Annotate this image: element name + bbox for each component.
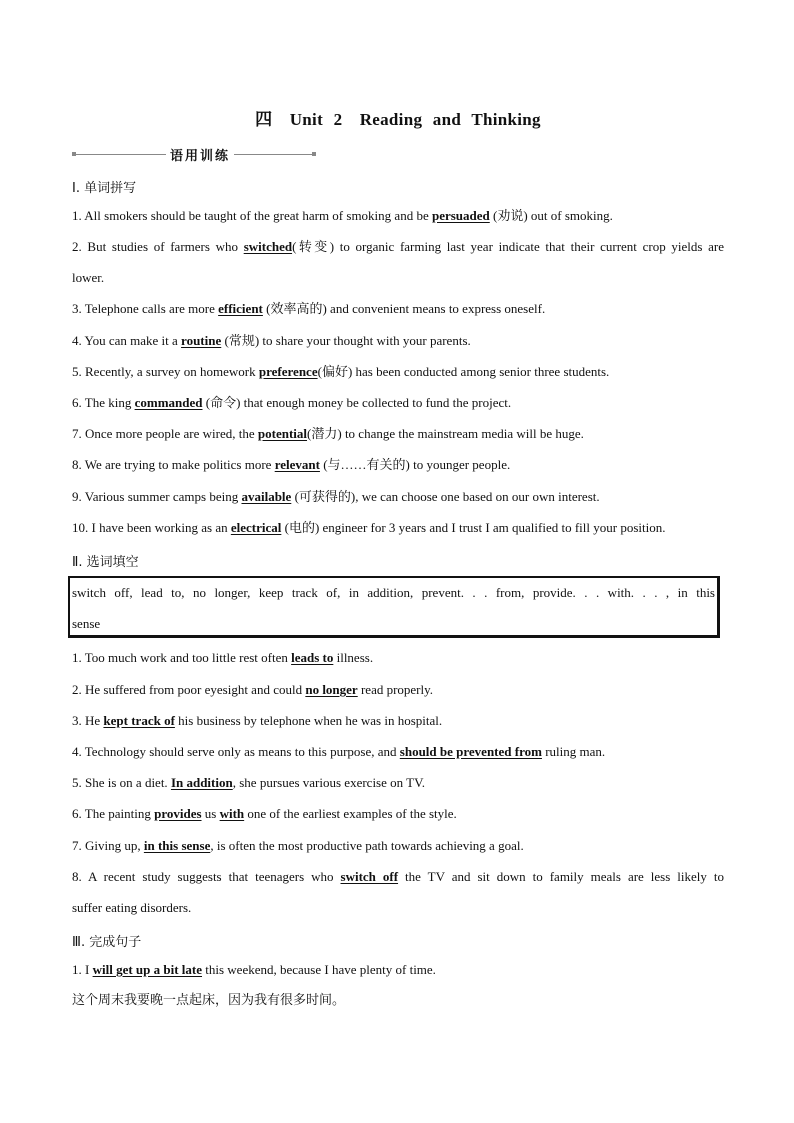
sentence-text: 3. He (72, 713, 104, 728)
sentence-text: ruling man. (541, 744, 606, 759)
answer-text: electrical (230, 520, 282, 535)
sentence-text: 8. A recent study suggests that teenagers who (72, 869, 341, 884)
sentence-text: 1. All smokers should be taught of the great harm of smoking and be (72, 208, 432, 223)
answer-text: kept track of (103, 713, 175, 728)
sentence-text: (电的) engineer for 3 years and I trust I am qualified to fill your position. (281, 520, 666, 535)
sentence-text: 7. Giving up, (72, 838, 144, 853)
sentence-text: 4. Technology should serve only as means to this purpose, and (72, 744, 400, 759)
banner-line-left (76, 154, 166, 155)
spelling-item (72, 238, 724, 256)
word-bank-line: sense (72, 616, 101, 631)
section-heading-sentences: Ⅲ. 完成句子 (72, 935, 142, 950)
spelling-item (72, 332, 724, 350)
sentence-text: (转变) to organic farming last year indicate that their current crop yields are (292, 239, 725, 254)
answer-text: routine (181, 333, 222, 348)
sentence-text: (可获得的), we can choose one based on our own interest. (291, 489, 600, 504)
answer-text: in this sense (143, 838, 211, 853)
banner-label: 语用训练 (170, 148, 231, 164)
section-heading-fill-in: Ⅱ. 选词填空 (72, 555, 139, 570)
sentence-text: 2. But studies of farmers who (72, 239, 244, 254)
answer-text: leads to (291, 650, 334, 665)
spelling-item (72, 363, 724, 381)
sentence-text: , is often the most productive path towards achieving a goal. (210, 838, 524, 853)
fill-in-item (72, 899, 724, 917)
spelling-item (72, 425, 724, 443)
sentence-text: 9. Various summer camps being (72, 489, 242, 504)
sentence-text: 6. The king (72, 395, 135, 410)
spelling-item (72, 300, 724, 318)
sentence-text: (潜力) to change the mainstream media will be huge. (307, 426, 584, 441)
word-bank-line: switch off, lead to, no longer, keep track of, in addition, prevent. . . from, provide. . . with. . . , in this (72, 585, 715, 600)
answer-text: efficient (218, 301, 263, 316)
section-banner (72, 144, 334, 164)
sentence-text: suffer eating disorders. (72, 900, 192, 915)
sentence-text: 5. She is on a diet. (72, 775, 171, 790)
sentence-text: 6. The painting (72, 806, 155, 821)
sentence-text: 7. Once more people are wired, the (72, 426, 258, 441)
spelling-item (72, 207, 724, 225)
fill-in-item (72, 837, 724, 855)
sentence-text: (命令) that enough money be collected to fund the project. (202, 395, 512, 410)
fill-in-item (72, 712, 724, 730)
sentence-text: 3. Telephone calls are more (72, 301, 219, 316)
page-title: 四 Unit 2 Reading and Thinking (255, 110, 541, 129)
sentence-text: 8. We are trying to make politics more (72, 457, 275, 472)
answer-text: will get up a bit late (92, 962, 203, 977)
answer-text: available (241, 489, 292, 504)
answer-text: provides (154, 806, 202, 821)
banner-line-right (234, 154, 312, 155)
answer-text: should be prevented from (399, 744, 542, 759)
sentence-text: read properly. (357, 682, 434, 697)
word-bank-box (68, 576, 720, 638)
sentence-text: 2. He suffered from poor eyesight and could (72, 682, 306, 697)
section-heading-spelling: Ⅰ. 单词拼写 (72, 181, 137, 196)
spelling-item (72, 519, 724, 537)
answer-text: relevant (274, 457, 320, 472)
fill-in-item (72, 774, 724, 792)
sentence-text: one of the earliest examples of the style. (244, 806, 457, 821)
answer-text: In addition (170, 775, 233, 790)
sentence-text: the TV and sit down to family meals are less likely to (398, 869, 724, 884)
answer-text: no longer (305, 682, 358, 697)
sentence-text: , she pursues various exercise on TV. (232, 775, 426, 790)
sentence-text: (与……有关的) to younger people. (319, 457, 511, 472)
fill-in-item (72, 805, 724, 823)
sentence-text: lower. (72, 270, 105, 285)
sentence-text: illness. (333, 650, 374, 665)
sentence-text: 1. Too much work and too little rest often (72, 650, 292, 665)
sentence-exercise (72, 961, 724, 979)
spelling-item (72, 269, 724, 287)
fill-in-item (72, 649, 724, 667)
sentence-text: 5. Recently, a survey on homework (72, 364, 259, 379)
sentence-text: this weekend, because I have plenty of time. (202, 962, 436, 977)
banner-square-right (312, 152, 316, 156)
answer-text: preference (258, 364, 318, 379)
fill-in-item (72, 743, 724, 761)
sentence-text: (偏好) has been conducted among senior three students. (317, 364, 610, 379)
sentence-text: 4. You can make it a (72, 333, 182, 348)
sentence-text: us (201, 806, 220, 821)
answer-text: persuaded (431, 208, 490, 223)
spelling-item (72, 394, 724, 412)
answer-text: switch off (340, 869, 399, 884)
fill-in-item (72, 681, 724, 699)
answer-text: potential (257, 426, 308, 441)
spelling-item (72, 456, 724, 474)
sentence-text: 1. I (72, 962, 93, 977)
answer-text: commanded (134, 395, 203, 410)
sentence-text: (效率高的) and convenient means to express oneself. (262, 301, 546, 316)
answer-text: with (219, 806, 245, 821)
fill-in-item (72, 868, 724, 886)
sentence-text: 10. I have been working as an (72, 520, 231, 535)
answer-text: switched (243, 239, 293, 254)
sentence-text: (劝说) out of smoking. (489, 208, 613, 223)
sentence-text: his business by telephone when he was in hospital. (174, 713, 443, 728)
sentence-text: (常规) to share your thought with your parents. (221, 333, 471, 348)
spelling-item (72, 488, 724, 506)
sentence-translation: 这个周末我要晚一点起床，因为我有很多时间。 (72, 993, 346, 1008)
